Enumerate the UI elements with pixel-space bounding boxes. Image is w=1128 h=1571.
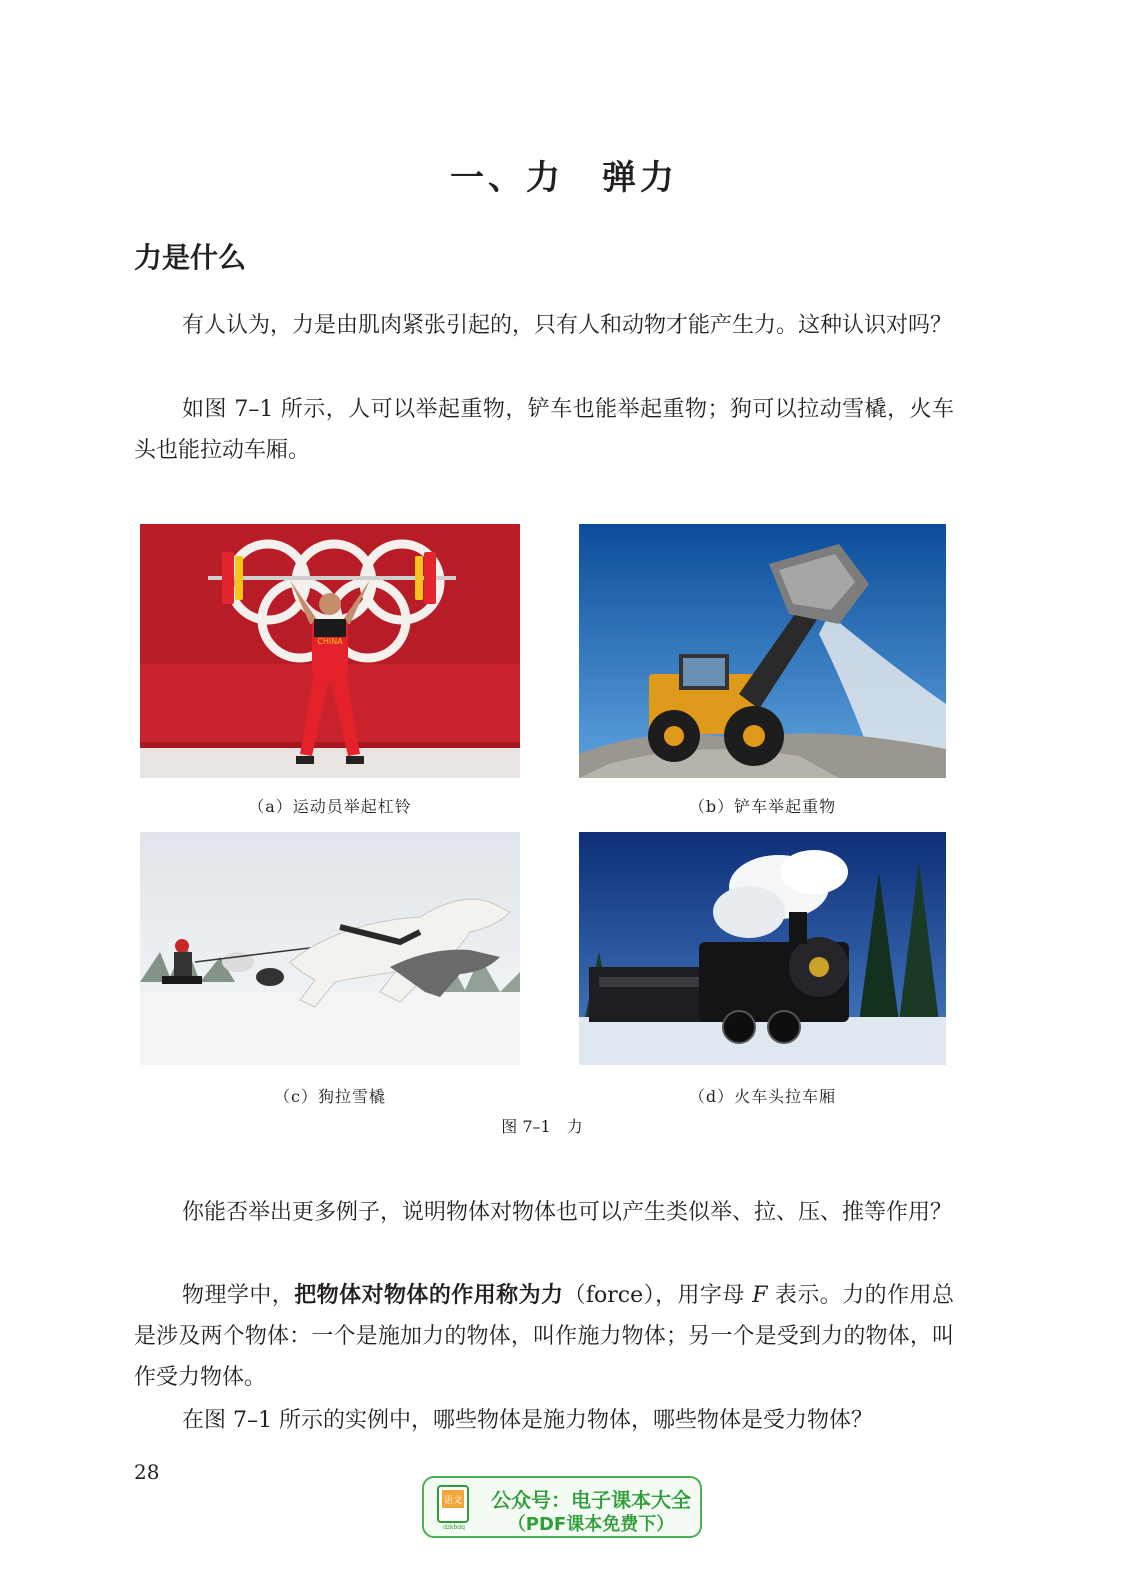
page-number: 28: [134, 1460, 160, 1484]
jersey-text: CHINA: [317, 637, 343, 646]
caption-a: （a）运动员举起杠铃: [248, 797, 412, 816]
force-symbol: F: [752, 1283, 768, 1308]
paragraph-4-mid: （force），用字母: [563, 1283, 753, 1308]
caption-b: （b）铲车举起重物: [688, 797, 837, 816]
watermark-line-2: （PDF课本免费下）: [507, 1514, 675, 1535]
logo-text: 语文: [443, 1496, 463, 1506]
photo-locomotive: [579, 832, 946, 1065]
page-title: 一、力 弹力: [450, 158, 678, 198]
photo-sled-dogs: [140, 832, 520, 1065]
paragraph-4: [134, 1275, 954, 1398]
logo-subtext: dzkbdq: [443, 1524, 465, 1530]
section-heading: 力是什么: [134, 241, 247, 274]
paragraph-2: 如图 7–1 所示，人可以举起重物，铲车也能举起重物；狗可以拉动雪橇，火车头也能拉动车厢。: [134, 397, 954, 463]
book-icon: [434, 1484, 474, 1530]
paragraph-4-lead: 物理学中，: [182, 1283, 295, 1308]
caption-c: （c）狗拉雪橇: [274, 1087, 386, 1106]
paragraph-1: 有人认为，力是由肌肉紧张引起的，只有人和动物才能产生力。这种认识对吗？: [182, 313, 953, 338]
paragraph-3: 你能否举出更多例子，说明物体对物体也可以产生类似举、拉、压、推等作用？: [182, 1200, 953, 1225]
photo-weightlifter: [140, 524, 520, 778]
watermark-badge: [422, 1476, 702, 1538]
watermark-line-1: 公众号：电子课本大全: [491, 1488, 691, 1512]
force-definition: 把物体对物体的作用称为力: [294, 1283, 564, 1308]
photo-loader: [579, 524, 946, 778]
figure-caption: 图 7–1 力: [501, 1117, 583, 1136]
caption-d: （d）火车头拉车厢: [688, 1087, 837, 1106]
paragraph-4-tail: 表示。力的作用总是涉及两个物体：一个是施加力的物体，叫作施力物体；另一个是受到力的物体，叫作受力物体。: [134, 1283, 954, 1390]
paragraph-5: 在图 7–1 所示的实例中，哪些物体是施力物体，哪些物体是受力物体？: [182, 1408, 873, 1433]
